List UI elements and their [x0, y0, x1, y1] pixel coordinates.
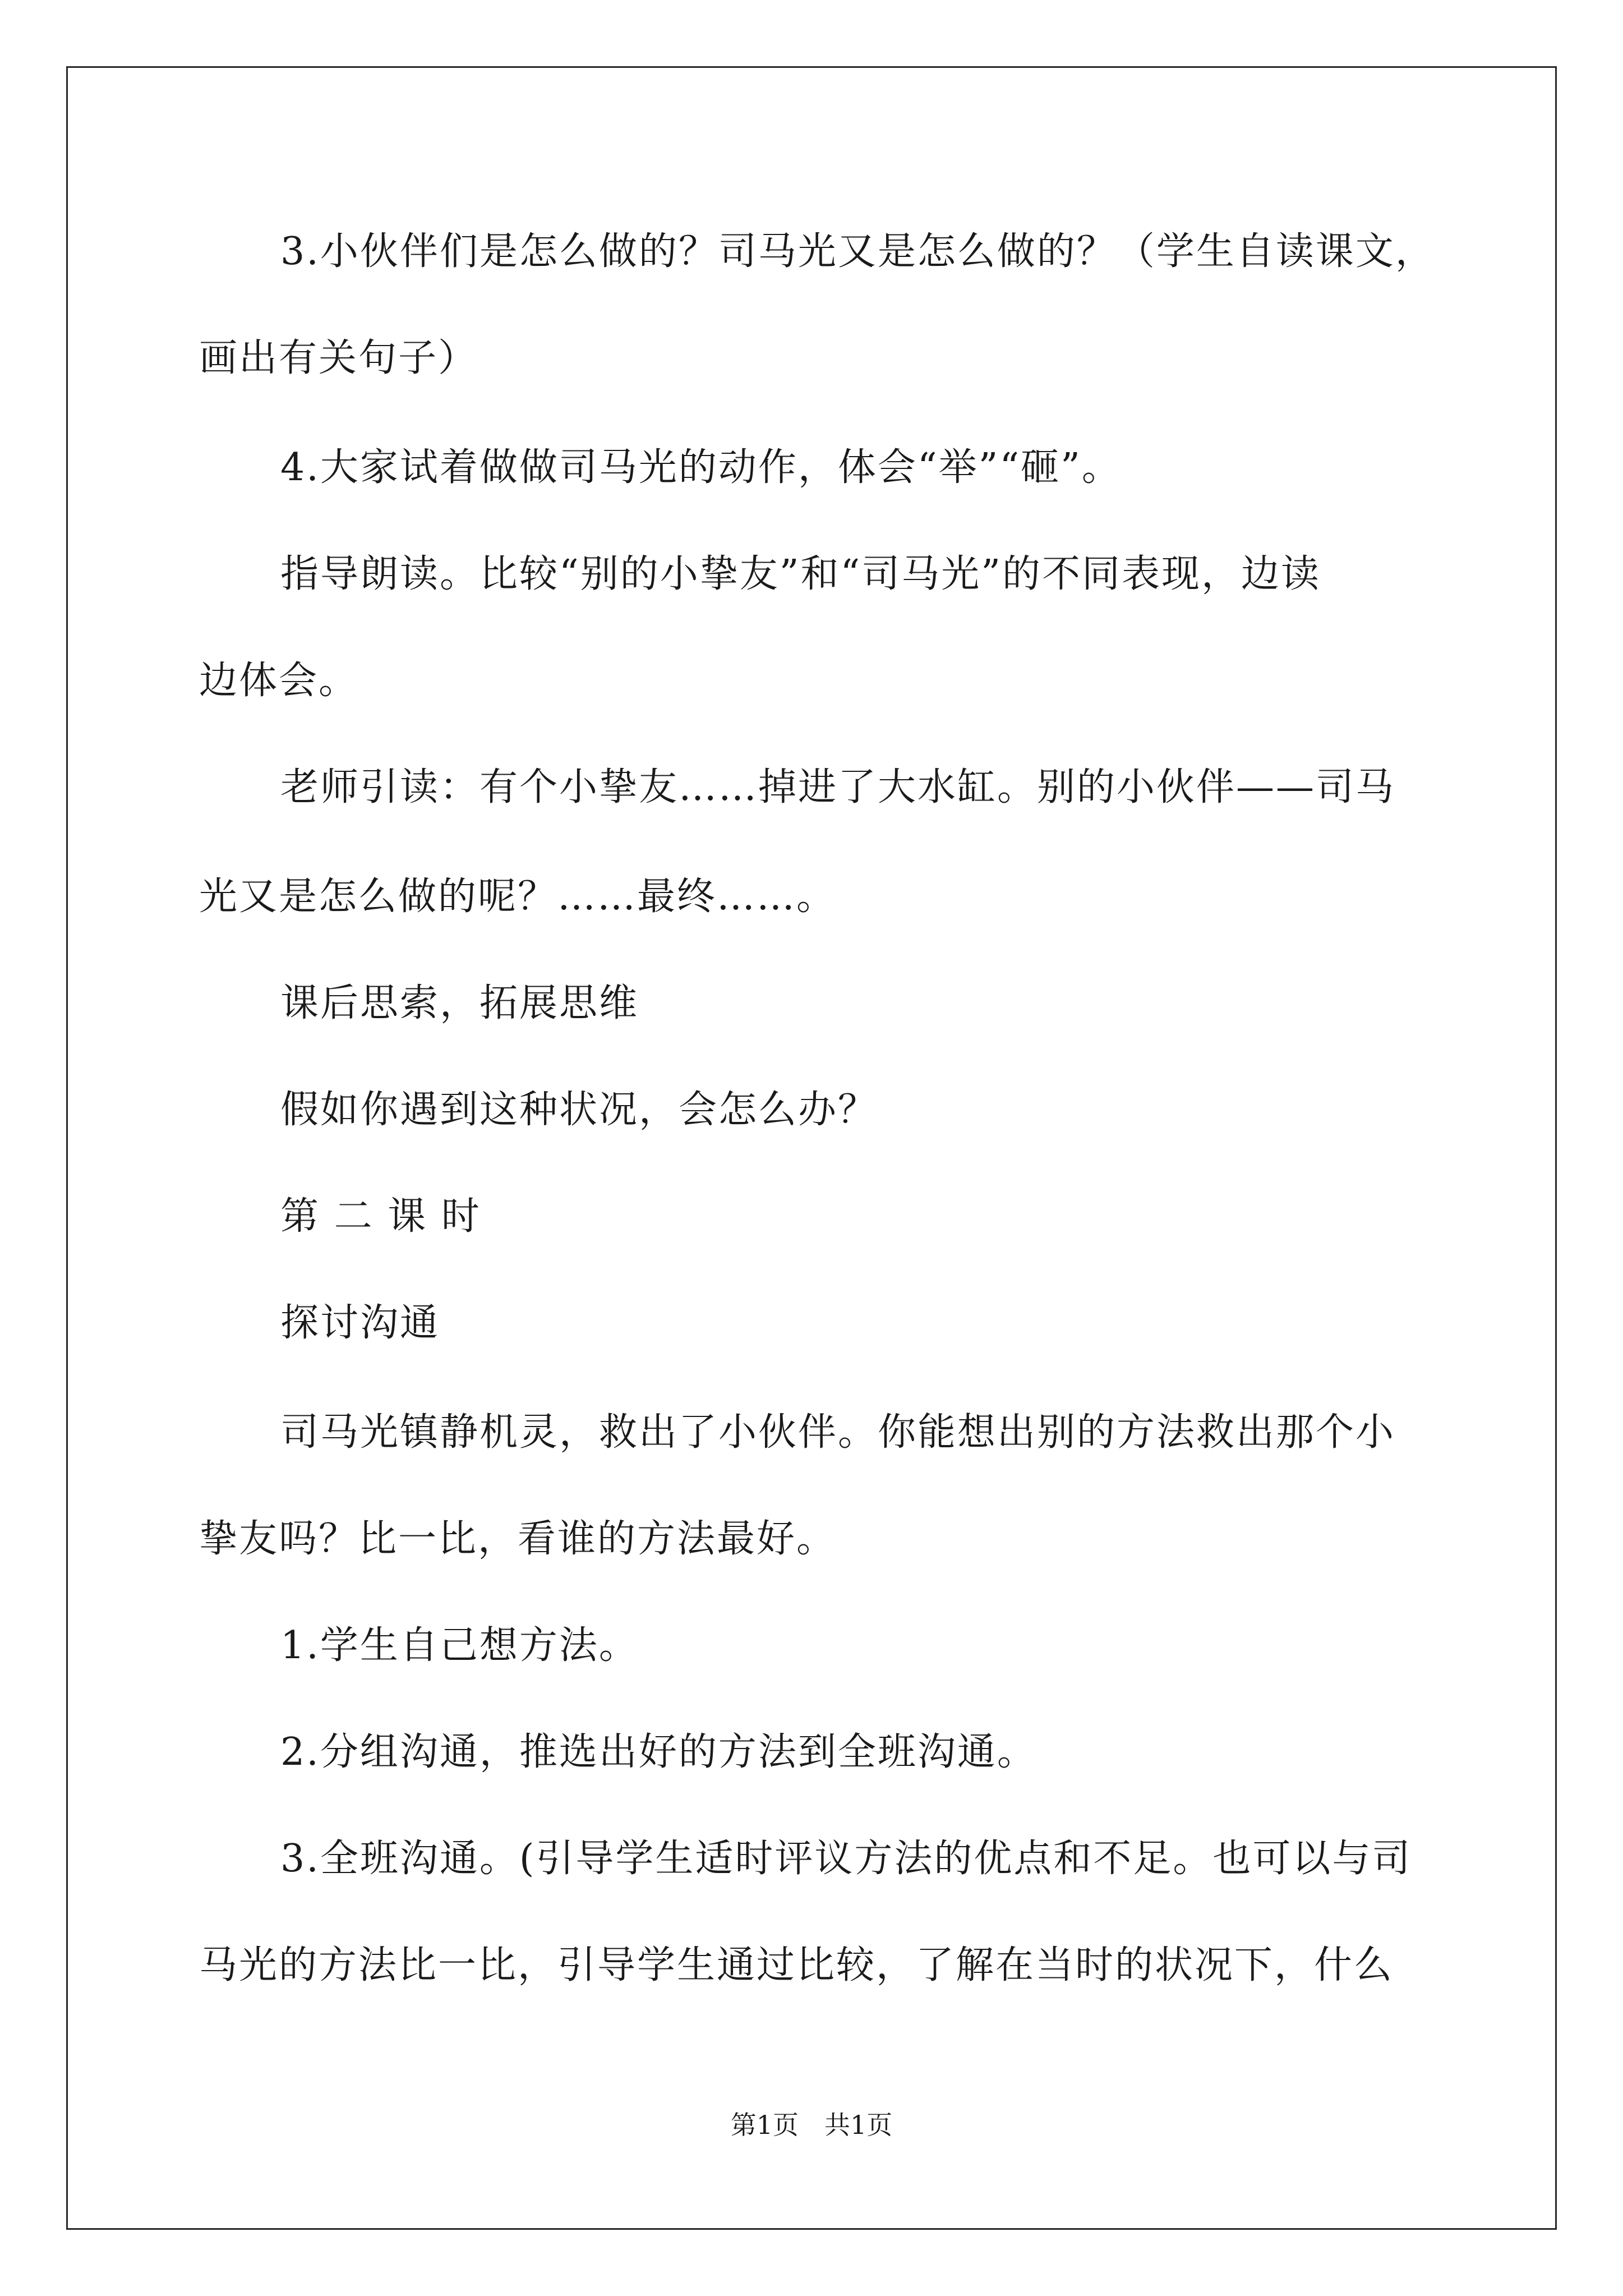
section-heading: 课后思索，拓展思维: [280, 981, 639, 1025]
text-line: 3.全班沟通。(引导学生适时评议方法的优点和不足。也可以与司: [280, 1837, 1412, 1881]
text-line: 马光的方法比一比，引导学生通过比较，了解在当时的状况下，什么: [199, 1943, 1394, 1987]
text-line: 3.小伙伴们是怎么做的？司马光又是怎么做的？（学生自读课文，: [280, 229, 1435, 274]
lesson-heading: 第 二 课 时: [280, 1194, 481, 1239]
section-heading: 探讨沟通: [280, 1301, 440, 1345]
page-footer: 第1页 共1页: [730, 2110, 893, 2140]
text-line: 光又是怎么做的呢？……最终……。: [199, 875, 837, 919]
text-line: 4.大家试着做做司马光的动作，体会“举”“砸”。: [280, 445, 1122, 490]
text-line: 老师引读：有个小挚友……掉进了大水缸。别的小伙伴——司马: [280, 765, 1396, 809]
text-line: 指导朗读。比较“别的小挚友”和“司马光”的不同表现，边读: [280, 552, 1321, 596]
text-line: 司马光镇静机灵，救出了小伙伴。你能想出别的方法救出那个小: [280, 1410, 1396, 1455]
text-line: 画出有关句子）: [199, 336, 478, 380]
text-line: 挚友吗？比一比，看谁的方法最好。: [199, 1517, 837, 1561]
text-line: 2.分组沟通，推选出好的方法到全班沟通。: [280, 1730, 1037, 1774]
page-border: [66, 66, 1557, 2230]
text-line: 边体会。: [199, 659, 359, 703]
text-line: 1.学生自己想方法。: [280, 1623, 639, 1668]
text-line: 假如你遇到这种状况，会怎么办？: [280, 1088, 878, 1132]
